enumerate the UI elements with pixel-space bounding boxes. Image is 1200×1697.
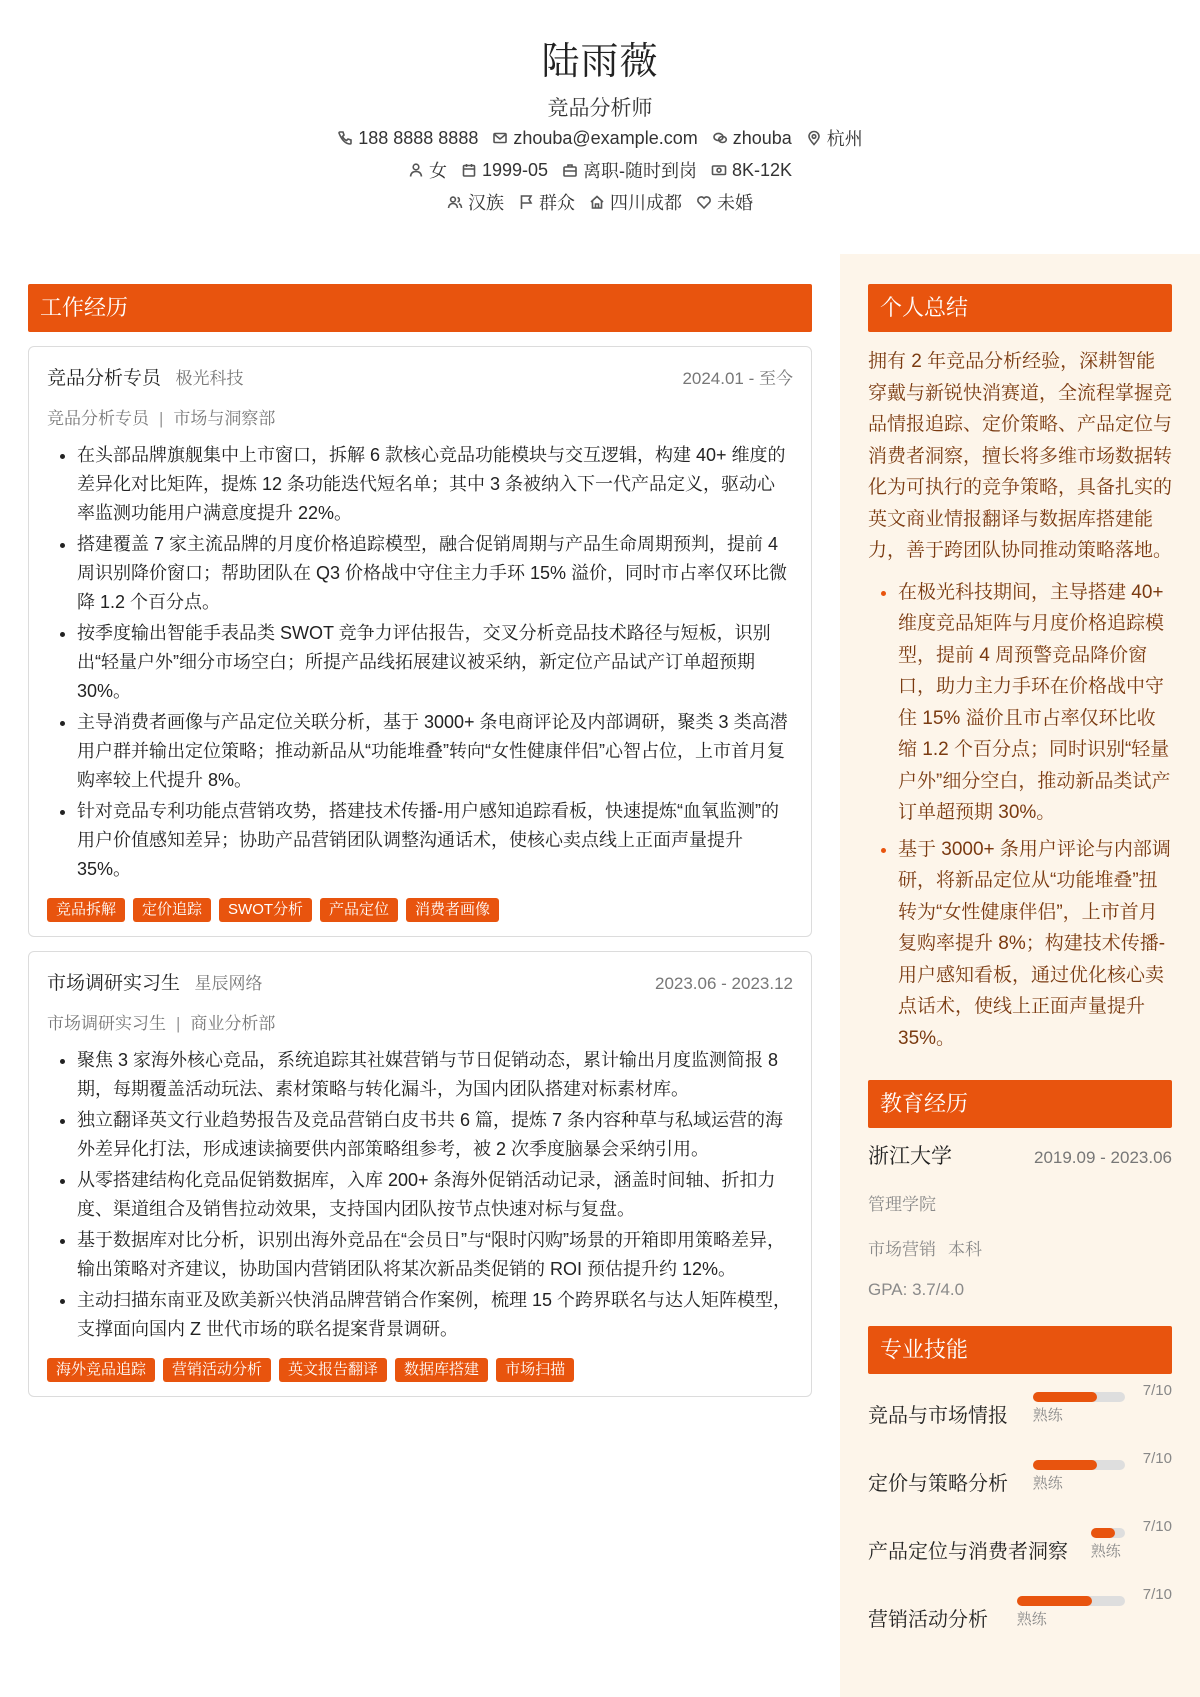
phone-text: 188 8888 8888 <box>358 127 479 148</box>
skills-list <box>868 1378 1172 1650</box>
briefcase-icon <box>562 162 578 178</box>
skill-tag: SWOT分析 <box>219 898 312 922</box>
job-title: 竞品分析师 <box>547 97 653 120</box>
skills-heading: 专业技能 <box>868 1326 1172 1374</box>
wechat-text: zhouba <box>732 127 792 148</box>
heart-icon <box>696 194 712 210</box>
personal-birth <box>461 160 548 181</box>
list-item: • 主导消费者画像与产品定位关联分析，基于 3000+ 条电商评论及内部调研，聚类 3 类高潜用户群并输出定位策略；推动新品从“功能堆叠”转向“女性健康伴侣”心智占位，上市首月复购率较上代提升 8%。 <box>77 708 793 795</box>
list-item: • 聚焦 3 家海外核心竞品，系统追踪其社媒营销与节日促销动态，累计输出月度监测简报 8 期，每期覆盖活动玩法、素材策略与转化漏斗，为国内团队搭建对标素材库。 <box>77 1046 793 1104</box>
person-icon <box>408 162 424 178</box>
candidate-name: 陆雨薇 <box>541 41 659 83</box>
hometown-text: 四川成都 <box>610 193 682 213</box>
status-text: 离职-随时到岗 <box>583 161 697 181</box>
phone-icon <box>337 130 353 146</box>
education-date: 2019.09 - 2023.06 <box>1033 1148 1172 1167</box>
list-item: • 从零搭建结构化竞品促销数据库，入库 200+ 条海外促销活动记录，涵盖时间轴、折扣力度、渠道组合及销售拉动效果，支持国内团队按节点快速对标与复盘。 <box>77 1166 793 1224</box>
job-subline <box>47 404 793 429</box>
skill-name: 营销活动分析 <box>868 1609 988 1631</box>
job-company: 极光科技 <box>175 369 244 388</box>
skill-tag: 消费者画像 <box>406 898 499 922</box>
skill-item <box>868 1582 1172 1650</box>
mail-icon <box>492 130 508 146</box>
skill-level: 熟练 <box>1032 1407 1063 1424</box>
list-item: • 在头部品牌旗舰集中上市窗口，拆解 6 款核心竞品功能模块与交互逻辑，构建 40+ 维度的差异化对比矩阵，提炼 12 条功能迭代短名单；其中 3 条被纳入下一代产品定义，驱动心率监测功能用户满意度提升 22%。 <box>77 441 793 528</box>
skill-level: 熟练 <box>1090 1543 1121 1560</box>
resume-header <box>0 0 1200 250</box>
skill-name: 定价与策略分析 <box>868 1473 1008 1495</box>
wechat-icon <box>712 130 728 146</box>
skill-bar-fill <box>1017 1596 1093 1606</box>
list-item: • 搭建覆盖 7 家主流品牌的月度价格追踪模型，融合促销周期与产品生命周期预判，提前 4 周识别降价窗口；帮助团队在 Q3 价格战中守住主力手环 15% 溢价，同时市占率仅环比微降 1.2 个百分点。 <box>77 530 793 617</box>
job-position: 竞品分析专员 <box>47 409 149 428</box>
salary-text: 8K-12K <box>732 159 793 180</box>
job-position: 市场调研实习生 <box>47 1014 166 1033</box>
job-role: 竞品分析专员 <box>47 368 162 389</box>
job-role: 市场调研实习生 <box>47 973 181 994</box>
skill-score: 7/10 <box>1142 1518 1172 1535</box>
skill-level: 熟练 <box>1016 1611 1047 1628</box>
skill-level: 熟练 <box>1032 1475 1063 1492</box>
personal-hometown <box>589 189 682 215</box>
job-company: 星辰网络 <box>194 974 263 993</box>
degree: 本科 <box>948 1240 982 1259</box>
skill-score: 7/10 <box>1142 1586 1172 1603</box>
skill-bar <box>1033 1392 1125 1402</box>
job-bullets <box>47 1046 793 1344</box>
list-item: • 在极光科技期间，主导搭建 40+ 维度竞品矩阵与月度价格追踪模型，提前 4 周预警竞品降价窗口，助力主力手环在价格战中守住 15% 溢价且市占率仅环比收缩 1.2 个百分点；同时识别“轻量户外”细分空白，推动新品类试产订单超预期 30%。 <box>898 577 1172 829</box>
ethnicity-text: 汉族 <box>468 193 504 213</box>
job-card <box>28 346 812 937</box>
skill-name: 竞品与市场情报 <box>868 1405 1008 1427</box>
job-tags <box>47 1358 793 1382</box>
skill-bar <box>1017 1596 1125 1606</box>
job-sep: | <box>176 1014 181 1033</box>
skill-tag: 海外竞品追踪 <box>47 1358 155 1382</box>
personal-gender <box>408 157 447 183</box>
politics-text: 群众 <box>539 193 575 213</box>
personal-marital <box>696 189 753 215</box>
contact-row <box>0 125 1200 151</box>
list-item: • 按季度输出智能手表品类 SWOT 竞争力评估报告，交叉分析竞品技术路径与短板，识别出“轻量户外”细分市场空白；所提产品线拓展建议被采纳，新定位产品试产订单超预期 30%。 <box>77 619 793 706</box>
list-item: • 针对竞品专利功能点营销攻势，搭建技术传播-用户感知追踪看板，快速提炼“血氧监测”的用户价值感知差异；协助产品营销团队调整沟通话术，使核心卖点线上正面声量提升 35%。 <box>77 797 793 884</box>
skill-bar <box>1033 1460 1125 1470</box>
work-section <box>28 284 812 1397</box>
marital-text: 未婚 <box>717 193 753 213</box>
skill-item <box>868 1446 1172 1514</box>
skill-bar-fill <box>1091 1528 1115 1538</box>
skill-tag: 营销活动分析 <box>163 1358 271 1382</box>
personal-ethnicity <box>447 189 504 215</box>
skill-bar-fill <box>1033 1392 1097 1402</box>
people-icon <box>447 194 463 210</box>
skill-tag: 定价追踪 <box>133 898 211 922</box>
job-date: 2024.01 - 至今 <box>682 369 793 388</box>
job-sep: | <box>159 409 164 428</box>
email-text: zhouba@example.com <box>513 127 698 148</box>
college-name: 管理学院 <box>868 1195 936 1214</box>
skill-item <box>868 1514 1172 1582</box>
personal-row <box>0 157 1200 183</box>
work-heading: 工作经历 <box>28 284 812 332</box>
flag-icon <box>518 194 534 210</box>
summary-text: 拥有 2 年竞品分析经验，深耕智能穿戴与新锐快消赛道，全流程掌握竞品情报追踪、定价策略、产品定位与消费者洞察，擅长将多维市场数据转化为可执行的竞争策略，具备扎实的英文商业情报翻译与数据库搭建能力，善于跨团队协同推动策略落地。 <box>868 351 1173 561</box>
list-item: • 主动扫描东南亚及欧美新兴快消品牌营销合作案例，梳理 15 个跨界联名与达人矩阵模型，支撑面向国内 Z 世代市场的联名提案背景调研。 <box>77 1286 793 1344</box>
summary-points <box>868 577 1172 1055</box>
education-entry <box>868 1140 1172 1300</box>
skill-item <box>868 1378 1172 1446</box>
list-item: • 基于数据库对比分析，识别出海外竞品在“会员日”与“限时闪购”场景的开箱即用策略差异，输出策略对齐建议，协助国内营销团队将某次新品类促销的 ROI 预估提升约 12%。 <box>77 1226 793 1284</box>
job-date: 2023.06 - 2023.12 <box>654 974 793 993</box>
list-item: • 独立翻译英文行业趋势报告及竞品营销白皮书共 6 篇，提炼 7 条内容种草与私域运营的海外差异化打法，形成速读摘要供内部策略组参考，被 2 次季度脑暴会采纳引用。 <box>77 1106 793 1164</box>
skill-tag: 数据库搭建 <box>395 1358 488 1382</box>
major-degree <box>868 1235 1172 1260</box>
skill-tag: 英文报告翻译 <box>279 1358 387 1382</box>
birth-text: 1999-05 <box>481 159 548 180</box>
skill-tag: 产品定位 <box>320 898 398 922</box>
job-department: 市场与洞察部 <box>173 409 276 428</box>
contact-phone <box>337 128 478 149</box>
skill-tag: 竞品拆解 <box>47 898 125 922</box>
education-heading: 教育经历 <box>868 1080 1172 1128</box>
job-tags <box>47 898 793 922</box>
skill-bar <box>1091 1528 1125 1538</box>
skill-tag: 市场扫描 <box>496 1358 574 1382</box>
list-item: • 基于 3000+ 条用户评论与内部调研，将新品定位从“功能堆叠”扭转为“女性健康伴侣”，上市首月复购率提升 8%；构建技术传播-用户感知看板，通过优化核心卖点话术，使线上正面声量提升 35%。 <box>898 834 1172 1055</box>
sidebar <box>868 284 1172 1650</box>
personal-salary <box>711 160 792 181</box>
personal-politics <box>518 189 575 215</box>
location-text: 杭州 <box>826 129 863 149</box>
major: 市场营销 <box>868 1240 936 1259</box>
skill-score: 7/10 <box>1142 1450 1172 1467</box>
contact-location <box>806 125 863 151</box>
skill-score: 7/10 <box>1142 1382 1172 1399</box>
summary-heading: 个人总结 <box>868 284 1172 332</box>
job-card <box>28 951 812 1397</box>
gender-text: 女 <box>428 161 447 181</box>
school-name: 浙江大学 <box>868 1145 952 1168</box>
skill-name: 产品定位与消费者洞察 <box>868 1541 1068 1563</box>
job-bullets <box>47 441 793 884</box>
job-department: 商业分析部 <box>190 1014 276 1033</box>
money-icon <box>711 162 727 178</box>
skill-bar-fill <box>1033 1460 1097 1470</box>
location-icon <box>806 130 822 146</box>
job-subline <box>47 1009 793 1034</box>
home-icon <box>589 194 605 210</box>
contact-email[interactable] <box>492 128 697 149</box>
gpa: GPA: 3.7/4.0 <box>868 1280 965 1299</box>
contact-wechat <box>712 128 792 149</box>
personal-status <box>562 157 697 183</box>
personal-row-2 <box>0 189 1200 215</box>
calendar-icon <box>461 162 477 178</box>
